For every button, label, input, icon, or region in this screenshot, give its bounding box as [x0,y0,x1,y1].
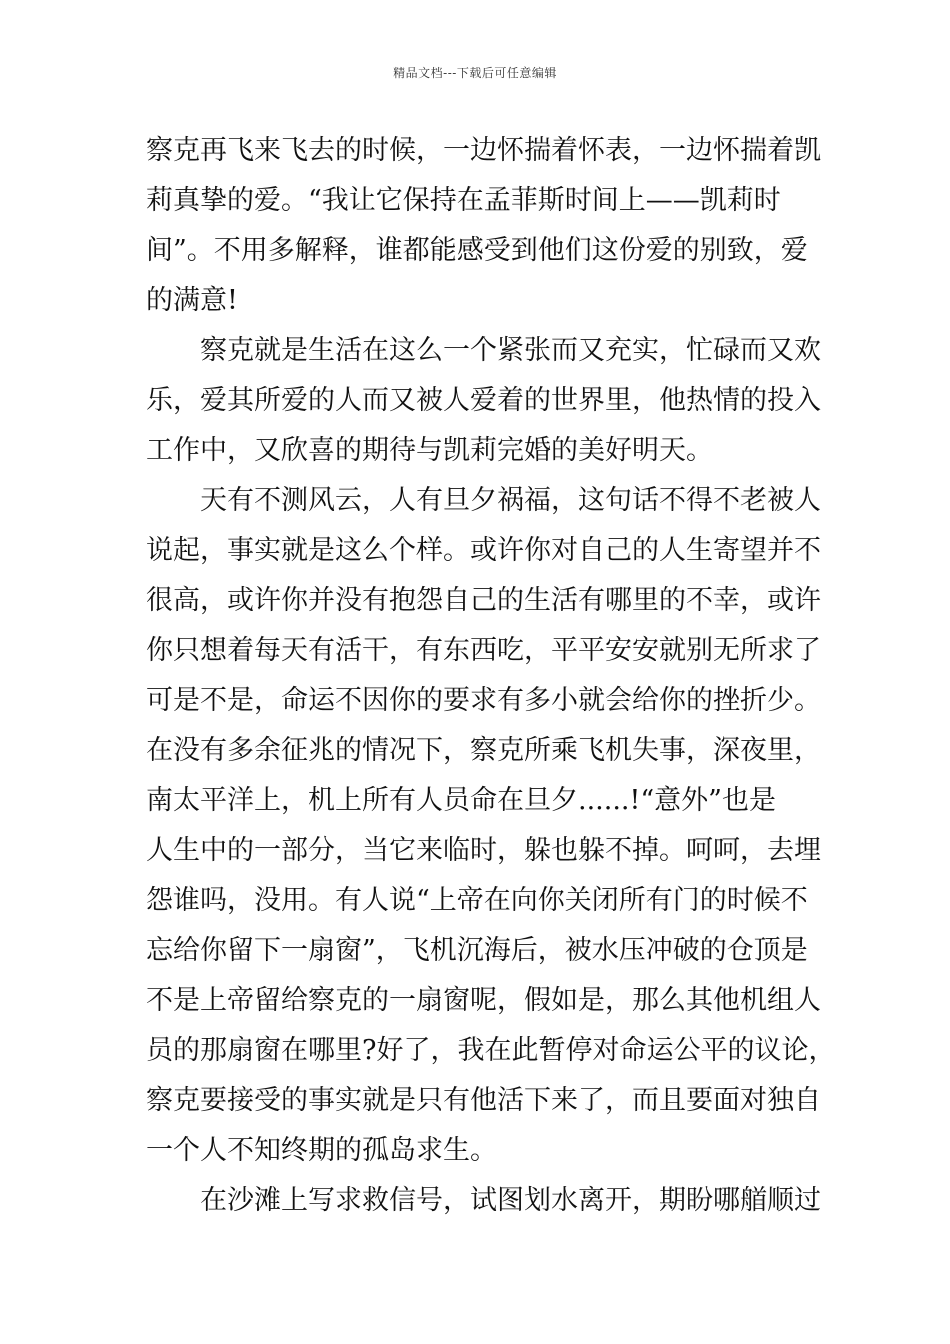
text-line: 工作中，又欣喜的期待与凯莉完婚的美好明天。 [146,435,713,466]
text-line: 怨谁吗，没用。有人说“上帝在向你关闭所有门的时候不 [146,885,808,916]
text-line: 你只想着每天有活干，有东西吃，平平安安就别无所求了 [146,635,821,666]
text-line: 员的那扇窗在哪里?好了，我在此暂停对命运公平的议论， [146,1035,836,1066]
text-line: 在没有多余征兆的情况下，察克所乘飞机失事，深夜里， [146,735,821,766]
text-line: 南太平洋上，机上所有人员命在旦夕......!“意外”也是 [146,785,776,816]
text-line: 间”。不用多解释，谁都能感受到他们这份爱的别致，爱 [146,235,808,266]
text-line: 说起，事实就是这么个样。或许你对自己的人生寄望并不 [146,535,821,566]
text-line: 天有不测风云，人有旦夕祸福，这句话不得不老被人 [146,485,821,516]
text-line: 察克再飞来飞去的时候，一边怀揣着怀表，一边怀揣着凯 [146,135,821,166]
text-line: 可是不是，命运不因你的要求有多小就会给你的挫折少。 [146,685,821,716]
document-body [146,126,836,1226]
text-line: 乐，爱其所爱的人而又被人爱着的世界里，他热情的投入 [146,385,821,416]
text-line: 不是上帝留给察克的一扇窗呢，假如是，那么其他机组人 [146,985,821,1016]
text-line: 很高，或许你并没有抱怨自己的生活有哪里的不幸，或许 [146,585,821,616]
text-line: 察克要接受的事实就是只有他活下来了，而且要面对独自 [146,1085,821,1116]
page-header: 精品文档---下载后可任意编辑 [393,66,557,80]
text-line: 察克就是生活在这么一个紧张而又充实，忙碌而又欢 [146,335,821,366]
text-line: 人生中的一部分，当它来临时，躲也躲不掉。呵呵，去埋 [146,835,821,866]
text-line: 忘给你留下一扇窗”，飞机沉海后，被水压冲破的仓顶是 [146,935,808,966]
text-line: 在沙滩上写求救信号，试图划水离开，期盼哪艏顺过 [146,1185,821,1216]
text-line: 一个人不知终期的孤岛求生。 [146,1135,497,1166]
text-line: 的满意! [146,285,238,316]
text-line: 莉真挚的爱。“我让它保持在孟菲斯时间上——凯莉时 [146,185,781,216]
